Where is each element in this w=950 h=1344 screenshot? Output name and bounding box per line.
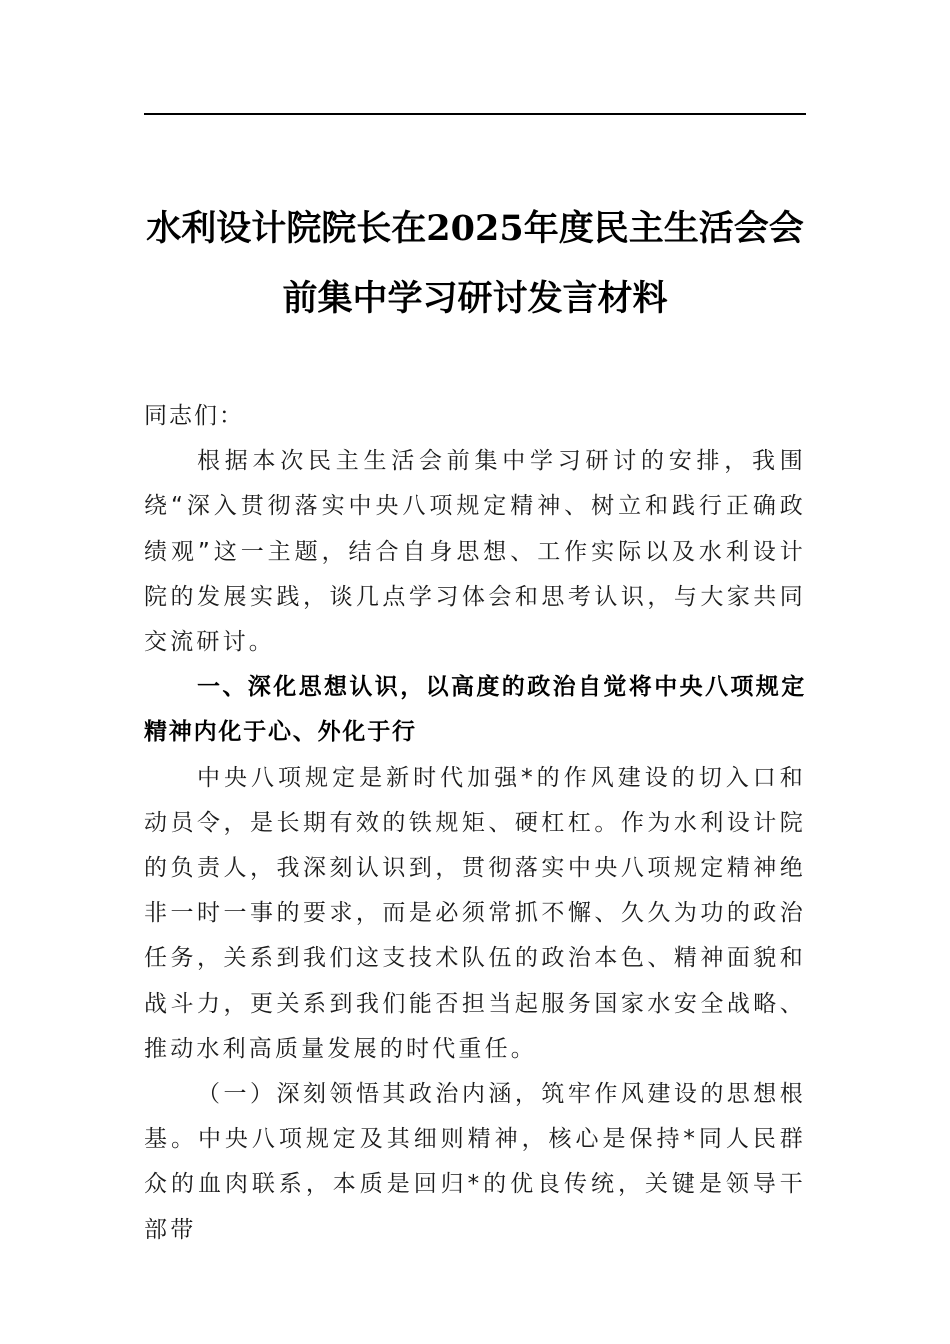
section-1-paragraph: 中央八项规定是新时代加强*的作风建设的切入口和动员令，是长期有效的铁规矩、硬杠杠。作为水利设计院的负责人，我深刻认识到，贯彻落实中央八项规定精神绝非一时一事的要求，而是必须常抓不懈、久久为功的政治任务，关系到我们这支技术队伍的政治本色、精神面貌和战斗力，更关系到我们能否担当起服务国家水安全战略、推动水利高质量发展的时代重任。 bbox=[144, 764, 806, 1062]
intro-paragraph: 根据本次民主生活会前集中学习研讨的安排，我围绕“深入贯彻落实中央八项规定精神、树立和践行正确政绩观”这一主题，结合自身思想、工作实际以及水利设计院的发展实践，谈几点学习体会和思考认识，与大家共同交流研讨。 bbox=[144, 448, 806, 656]
section-1-heading: 一、深化思想认识，以高度的政治自觉将中央八项规定精神内化于心、外化于行 bbox=[144, 674, 806, 746]
title-line-2: 前集中学习研讨发言材料 bbox=[282, 278, 668, 319]
subsection-1-paragraph: （一）深刻领悟其政治内涵，筑牢作风建设的思想根基。中央八项规定及其细则精神，核心是保持*同人民群众的血肉联系，本质是回归*的优良传统，关键是领导干部带 bbox=[144, 1081, 806, 1243]
document-body bbox=[144, 394, 806, 1253]
greeting: 同志们： bbox=[144, 403, 244, 429]
title-line-1: 水利设计院院长在2025年度民主生活会会 bbox=[146, 208, 804, 249]
document-title bbox=[144, 194, 806, 334]
header-rule bbox=[144, 113, 806, 115]
